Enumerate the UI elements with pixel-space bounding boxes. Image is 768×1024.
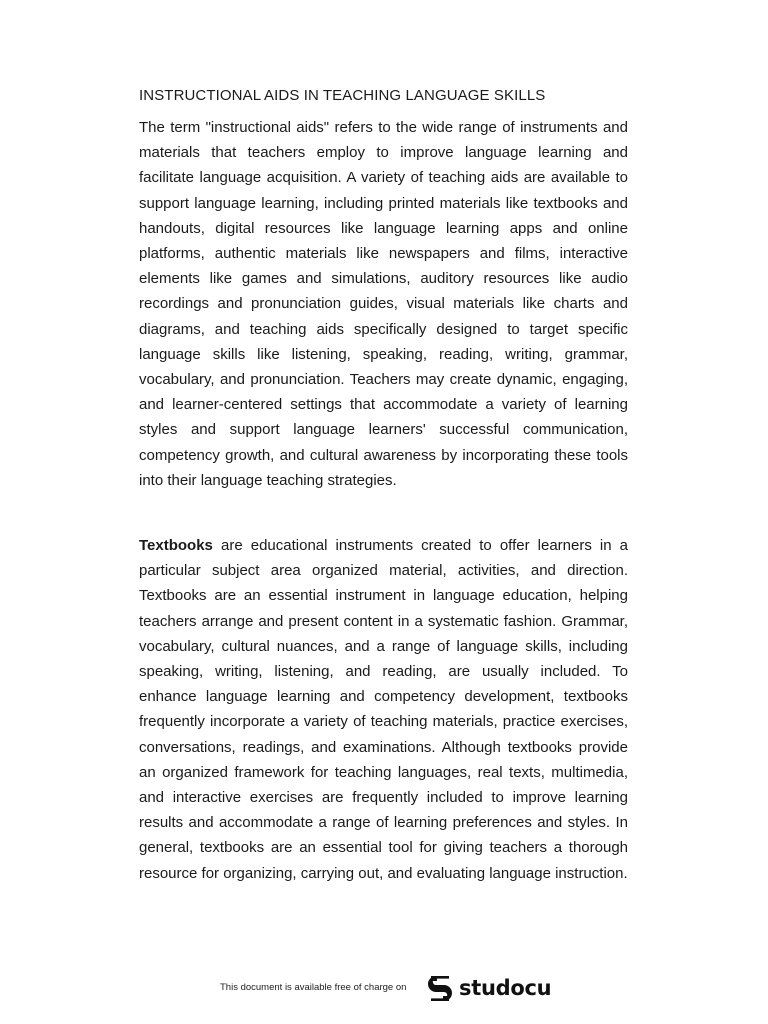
studocu-brand-link[interactable]: [425, 971, 551, 1005]
textbooks-term: Textbooks: [139, 537, 213, 555]
intro-paragraph: The term "instructional aids" refers to the wide range of instruments and materials that teachers employ to improve language learning and facilitate language acquisition. A variety of teaching aids are available to support language learning, including printed materials like textbooks and handouts, digital resources like language learning apps and online platforms, authentic materials like newspapers and films, interactive elements like games and simulations, auditory resources like audio recordings and pronunciation guides, visual materials like charts and diagrams, and teaching aids specifically designed to target specific language skills like listening, speaking, reading, writing, grammar, vocabulary, and pronunciation. Teachers may create dynamic, engaging, and learner-centered settings that accommodate a variety of learning styles and support language learners' successful communication, competency growth, and cultural awareness by incorporating these tools into their language teaching strategies.: [139, 119, 628, 489]
studocu-brand-name: studocu: [459, 976, 552, 1000]
footer-note: This document is available free of charge on: [220, 982, 407, 993]
studocu-logo-icon: [425, 973, 455, 1003]
textbooks-paragraph: [139, 533, 628, 886]
document-page: [139, 86, 628, 886]
page-footer: [0, 968, 768, 1008]
document-title: INSTRUCTIONAL AIDS IN TEACHING LANGUAGE SKILLS: [139, 87, 546, 104]
textbooks-paragraph-body: are educational instruments created to offer learners in a particular subject area organized material, activities, and direction. Textbooks are an essential instrument in language education, helping teachers arrange and present content in a systematic fashion. Grammar, vocabulary, cultural nuances, and a range of language skills, including speaking, writing, listening, and reading, are usually included. To enhance language learning and competency development, textbooks frequently incorporate a variety of teaching materials, practice exercises, conversations, readings, and examinations. Although textbooks provide an organized framework for teaching languages, real texts, multimedia, and interactive exercises are frequently included to improve learning results and accommodate a range of learning preferences and styles. In general, textbooks are an essential tool for giving teachers a thorough resource for organizing, carrying out, and evaluating language instruction.: [139, 537, 628, 882]
